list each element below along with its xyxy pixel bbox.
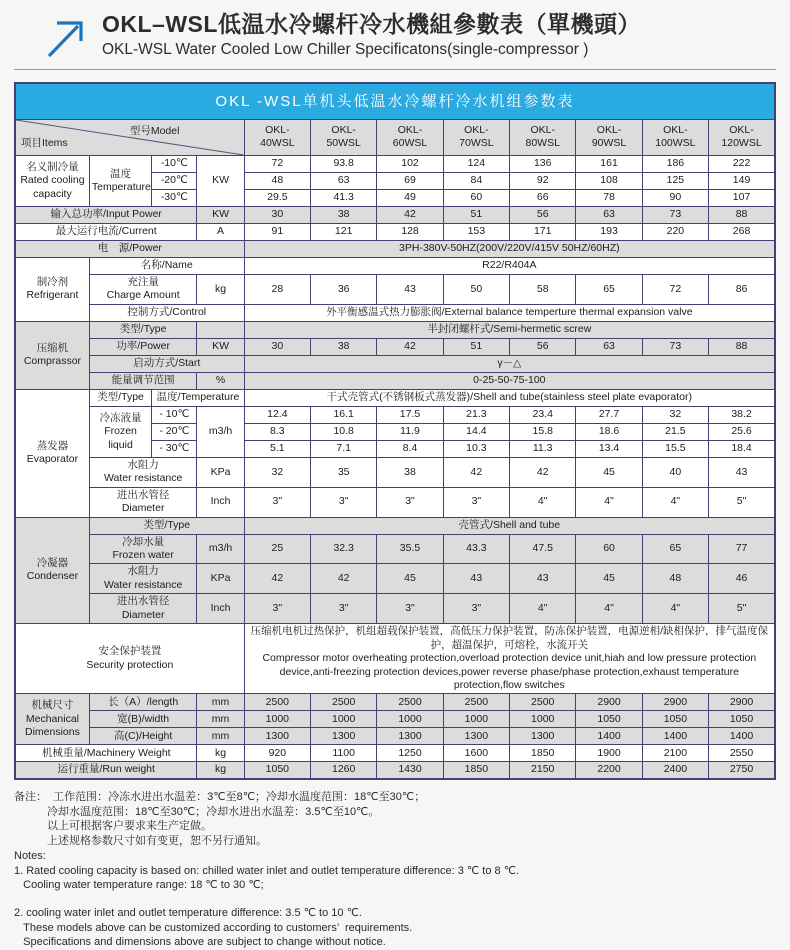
value-cell: 47.5 (510, 534, 576, 564)
note-line: These models above can be customized according to customers’ requirements. (14, 921, 413, 934)
value-cell: 1400 (576, 728, 642, 745)
table-row (15, 372, 775, 389)
value-cell: 171 (510, 223, 576, 240)
value-cell: 30 (244, 206, 310, 223)
table-row (15, 406, 775, 423)
label-cell: 高(C)/Height (89, 728, 197, 745)
value-cell: 65 (576, 274, 642, 304)
model-cell: OKL- 70WSL (443, 119, 509, 155)
value-cell: 60 (443, 189, 509, 206)
corner-cell (15, 119, 244, 155)
value-cell: 2900 (709, 694, 775, 711)
cat-cell: 名义制冷量 Rated cooling capacity (15, 155, 89, 206)
value-cell: 35 (311, 457, 377, 487)
unit-cell: mm (197, 694, 244, 711)
value-cell: 2500 (377, 694, 443, 711)
label-cell: 宽(B)/width (89, 711, 197, 728)
value-cell: 5" (709, 594, 775, 624)
value-cell: 38.2 (709, 406, 775, 423)
value-cell: 32.3 (311, 534, 377, 564)
table-caption-row (15, 83, 775, 120)
unit-cell: KPa (197, 564, 244, 594)
value-cell: 920 (244, 745, 310, 762)
value-cell: 3" (443, 487, 509, 517)
cat-cell: 机械尺寸 Mechanical Dimensions (15, 694, 89, 745)
label-cell: 名称/Name (89, 257, 244, 274)
label-cell: 电 源/Power (15, 240, 244, 257)
label-cell: 机械重量/Machinery Weight (15, 745, 197, 762)
value-cell: 51 (443, 206, 509, 223)
merged-cell: R22/R404A (244, 257, 775, 274)
value-cell: 4" (576, 594, 642, 624)
label-cell: 能量调节范围 (89, 372, 197, 389)
model-cell: OKL- 50WSL (311, 119, 377, 155)
value-cell: 78 (576, 189, 642, 206)
value-cell: 23.4 (510, 406, 576, 423)
note-line (14, 893, 776, 906)
value-cell: 42 (377, 338, 443, 355)
block-cell: 压缩机电机过热保护，机组超载保护装置，高低压力保护装置，防冻保护装置，电源逆相/缺相保护，排气温度保护，超温保护，可熔栓，水流开关 Compressor motor overheating protection,overload protection device unit,hiah and low pressure protection device,anti-freezing protection devices,power reverse phase/phase protection,exhaust temperature protection,flow switches (244, 624, 775, 694)
cat-cell: 蒸发器 Evaporator (15, 389, 89, 517)
value-cell: 121 (311, 223, 377, 240)
value-cell: 45 (377, 564, 443, 594)
value-cell: 51 (443, 338, 509, 355)
table-row (15, 517, 775, 534)
label-cell: 控制方式/Control (89, 304, 244, 321)
table-row (15, 240, 775, 257)
value-cell: 108 (576, 172, 642, 189)
unit-cell: kg (197, 762, 244, 779)
value-cell: 1000 (510, 711, 576, 728)
unit-cell (197, 321, 244, 338)
value-cell: 1300 (311, 728, 377, 745)
page-title-en: OKL-WSL Water Cooled Low Chiller Specificatons(single-compressor ) (102, 40, 589, 58)
value-cell: 2500 (311, 694, 377, 711)
note-line: 备注： 工作范围：冷冻水进出水温差：3℃至8℃；冷却水温度范围：18℃至30℃； (14, 790, 426, 803)
value-cell: 1900 (576, 745, 642, 762)
value-cell: 49 (377, 189, 443, 206)
table-row (15, 155, 775, 172)
value-cell: 88 (709, 338, 775, 355)
value-cell: 2150 (510, 762, 576, 779)
value-cell: 48 (642, 564, 708, 594)
unit-cell: KPa (197, 457, 244, 487)
model-cell: OKL- 60WSL (377, 119, 443, 155)
value-cell: 193 (576, 223, 642, 240)
label-cell: 输入总功率/Input Power (15, 206, 197, 223)
value-cell: 63 (576, 206, 642, 223)
value-cell: 45 (576, 564, 642, 594)
value-cell: 84 (443, 172, 509, 189)
value-cell: 3" (377, 594, 443, 624)
value-cell: 149 (709, 172, 775, 189)
merged-cell: γ－△ (244, 355, 775, 372)
unit-cell: m3/h (197, 406, 244, 457)
value-cell: 73 (642, 338, 708, 355)
value-cell: 43 (443, 564, 509, 594)
label-cell: 启动方式/Start (89, 355, 244, 372)
value-cell: 86 (709, 274, 775, 304)
value-cell: 72 (642, 274, 708, 304)
value-cell: 38 (311, 338, 377, 355)
value-cell: 11.9 (377, 423, 443, 440)
masthead (14, 6, 776, 59)
label-cell: 冷却水量 Frozen water (89, 534, 197, 564)
value-cell: 125 (642, 172, 708, 189)
table-row (15, 389, 775, 406)
value-cell: 102 (377, 155, 443, 172)
value-cell: 4" (510, 594, 576, 624)
value-cell: 93.8 (311, 155, 377, 172)
value-cell: 88 (709, 206, 775, 223)
unit-cell: kg (197, 274, 244, 304)
value-cell: 32 (642, 406, 708, 423)
value-cell: 4" (642, 594, 708, 624)
note-line: 2. cooling water inlet and outlet temperature difference: 3.5 ℃ to 10 ℃. (14, 907, 362, 920)
model-cell: OKL- 120WSL (709, 119, 775, 155)
value-cell: 186 (642, 155, 708, 172)
unit-cell: kg (197, 745, 244, 762)
value-cell: 1100 (311, 745, 377, 762)
value-cell: 2750 (709, 762, 775, 779)
label-cell: 进出水管径 Diameter (89, 594, 197, 624)
value-cell: 50 (443, 274, 509, 304)
label-cell: 水阻力 Water resistance (89, 457, 197, 487)
table-row (15, 274, 775, 304)
value-cell: 18.4 (709, 440, 775, 457)
title-divider (14, 69, 776, 70)
value-cell: 28 (244, 274, 310, 304)
merged-cell: 外平衡感温式热力膨胀阀/External balance temperture thermal expansion valve (244, 304, 775, 321)
value-cell: 29.5 (244, 189, 310, 206)
value-cell: 1260 (311, 762, 377, 779)
value-cell: 42 (510, 457, 576, 487)
value-cell: 58 (510, 274, 576, 304)
table-row (15, 728, 775, 745)
value-cell: 46 (709, 564, 775, 594)
value-cell: 2200 (576, 762, 642, 779)
table-row (15, 338, 775, 355)
table-row (15, 321, 775, 338)
value-cell: 60 (576, 534, 642, 564)
value-cell: 1000 (443, 711, 509, 728)
value-cell: 1250 (377, 745, 443, 762)
value-cell: 32 (244, 457, 310, 487)
label-cell: 安全保护装置 Security protection (15, 624, 244, 694)
value-cell: 11.3 (510, 440, 576, 457)
label-cell: 功率/Power (89, 338, 197, 355)
label-cell: 冷冻液量 Frozen liquid (89, 406, 151, 457)
value-cell: 12.4 (244, 406, 310, 423)
value-cell: 2900 (642, 694, 708, 711)
title-block (102, 10, 641, 59)
value-cell: 25 (244, 534, 310, 564)
value-cell: 42 (377, 206, 443, 223)
value-cell: 1850 (443, 762, 509, 779)
value-cell: 1050 (642, 711, 708, 728)
value-cell: 1430 (377, 762, 443, 779)
value-cell: 21.3 (443, 406, 509, 423)
table-row (15, 206, 775, 223)
value-cell: 2100 (642, 745, 708, 762)
label-cell: 类型/Type (89, 517, 244, 534)
value-cell: 1050 (576, 711, 642, 728)
table-row (15, 355, 775, 372)
value-cell: 222 (709, 155, 775, 172)
value-cell: 63 (311, 172, 377, 189)
value-cell: 92 (510, 172, 576, 189)
table-row (15, 762, 775, 779)
merged-cell: 干式壳管式(不锈钢板式蒸发器)/Shell and tube(stainless steel plate evaporator) (244, 389, 775, 406)
corner-items-label: 项目Items (21, 136, 68, 149)
label-cell: - 20℃ (152, 423, 197, 440)
value-cell: 91 (244, 223, 310, 240)
value-cell: 30 (244, 338, 310, 355)
unit-cell: % (197, 372, 244, 389)
value-cell: 1000 (311, 711, 377, 728)
table-row (15, 711, 775, 728)
note-line: 以上可根据客户要求来生产定做。 (14, 820, 212, 833)
value-cell: 56 (510, 206, 576, 223)
value-cell: 124 (443, 155, 509, 172)
value-cell: 43 (510, 564, 576, 594)
value-cell: 3" (377, 487, 443, 517)
value-cell: 4" (642, 487, 708, 517)
note-line: 上述规格参数尺寸如有变更，恕不另行通知。 (14, 835, 267, 848)
value-cell: 3" (244, 594, 310, 624)
value-cell: 1050 (709, 711, 775, 728)
value-cell: 15.5 (642, 440, 708, 457)
value-cell: 90 (642, 189, 708, 206)
value-cell: 1050 (244, 762, 310, 779)
merged-cell: 壳管式/Shell and tube (244, 517, 775, 534)
value-cell: 17.5 (377, 406, 443, 423)
value-cell: 66 (510, 189, 576, 206)
label-cell: 充注量 Charge Amount (89, 274, 197, 304)
label-cell: 进出水管径 Diameter (89, 487, 197, 517)
value-cell: 18.6 (576, 423, 642, 440)
note-line: Notes: (14, 849, 46, 862)
value-cell: 1300 (244, 728, 310, 745)
value-cell: 2500 (510, 694, 576, 711)
cat-cell: 冷凝器 Condenser (15, 517, 89, 624)
notes-zh (14, 790, 776, 849)
model-cell: OKL- 40WSL (244, 119, 310, 155)
unit-cell: mm (197, 728, 244, 745)
value-cell: 10.3 (443, 440, 509, 457)
label-cell: 最大运行电流/Current (15, 223, 197, 240)
value-cell: 128 (377, 223, 443, 240)
value-cell: 107 (709, 189, 775, 206)
note-line: 1. Rated cooling capacity is based on: chilled water inlet and outlet temperature difference: 3 ℃ to 8 ℃. (14, 864, 520, 877)
unit-cell: Inch (197, 594, 244, 624)
value-cell: 136 (510, 155, 576, 172)
value-cell: 40 (642, 457, 708, 487)
unit-cell: KW (197, 338, 244, 355)
value-cell: 72 (244, 155, 310, 172)
label-cell: -10℃ (152, 155, 197, 172)
value-cell: 4" (510, 487, 576, 517)
value-cell: 3" (311, 487, 377, 517)
arrow-logo-icon (44, 14, 90, 58)
value-cell: 1300 (510, 728, 576, 745)
value-cell: 13.4 (576, 440, 642, 457)
value-cell: 41.3 (311, 189, 377, 206)
table-row (15, 534, 775, 564)
value-cell: 73 (642, 206, 708, 223)
value-cell: 5" (709, 487, 775, 517)
label-cell: -20℃ (152, 172, 197, 189)
value-cell: 1000 (244, 711, 310, 728)
note-line: Cooling water temperature range: 18 ℃ to 30 ℃; (14, 879, 264, 892)
value-cell: 161 (576, 155, 642, 172)
value-cell: 38 (311, 206, 377, 223)
table-row (15, 457, 775, 487)
value-cell: 2550 (709, 745, 775, 762)
model-cell: OKL- 100WSL (642, 119, 708, 155)
notes-en (14, 849, 776, 950)
merged-cell: 3PH-380V-50HZ(200V/220V/415V 50HZ/60HZ) (244, 240, 775, 257)
value-cell: 220 (642, 223, 708, 240)
table-row (15, 257, 775, 274)
label-cell: - 30℃ (152, 440, 197, 457)
value-cell: 3" (443, 594, 509, 624)
notes (14, 790, 776, 950)
value-cell: 21.5 (642, 423, 708, 440)
label-cell: 温度 Temperature (89, 155, 151, 206)
value-cell: 35.5 (377, 534, 443, 564)
label-cell: 运行重量/Run weight (15, 762, 197, 779)
value-cell: 268 (709, 223, 775, 240)
merged-cell: 0-25-50-75-100 (244, 372, 775, 389)
value-cell: 43 (377, 274, 443, 304)
value-cell: 42 (311, 564, 377, 594)
value-cell: 2900 (576, 694, 642, 711)
value-cell: 1850 (510, 745, 576, 762)
value-cell: 1300 (377, 728, 443, 745)
value-cell: 3" (311, 594, 377, 624)
table-row (15, 745, 775, 762)
note-line: Specifications and dimensions above are subject to change without notice. (14, 936, 386, 949)
model-cell: OKL- 90WSL (576, 119, 642, 155)
value-cell: 1000 (377, 711, 443, 728)
value-cell: 4" (576, 487, 642, 517)
value-cell: 8.4 (377, 440, 443, 457)
unit-cell: KW (197, 206, 244, 223)
label-cell: -30℃ (152, 189, 197, 206)
value-cell: 10.8 (311, 423, 377, 440)
table-row (15, 624, 775, 694)
value-cell: 38 (377, 457, 443, 487)
table-row (15, 487, 775, 517)
spec-table-body (15, 83, 775, 779)
table-row (15, 304, 775, 321)
value-cell: 1300 (443, 728, 509, 745)
corner-model-label: 型号Model (129, 124, 180, 137)
value-cell: 2500 (244, 694, 310, 711)
unit-cell: mm (197, 711, 244, 728)
unit-cell: m3/h (197, 534, 244, 564)
value-cell: 45 (576, 457, 642, 487)
table-row (15, 564, 775, 594)
value-cell: 2400 (642, 762, 708, 779)
value-cell: 14.4 (443, 423, 509, 440)
label-cell: 类型/Type (89, 321, 197, 338)
label-cell: 长（A）/length (89, 694, 197, 711)
value-cell: 1400 (642, 728, 708, 745)
label-cell: 水阻力 Water resistance (89, 564, 197, 594)
value-cell: 16.1 (311, 406, 377, 423)
table-caption: OKL -WSL单机头低温水冷螺杆冷水机组参数表 (15, 83, 775, 120)
table-row (15, 594, 775, 624)
model-cell: OKL- 80WSL (510, 119, 576, 155)
value-cell: 43.3 (443, 534, 509, 564)
cat-cell: 制冷剂 Refrigerant (15, 257, 89, 321)
value-cell: 43 (709, 457, 775, 487)
value-cell: 77 (709, 534, 775, 564)
label-cell: 类型/Type (89, 389, 151, 406)
value-cell: 5.1 (244, 440, 310, 457)
spec-table (14, 82, 776, 780)
unit-cell: Inch (197, 487, 244, 517)
value-cell: 2500 (443, 694, 509, 711)
table-row (15, 119, 775, 155)
cat-cell: 压缩机 Comprassor (15, 321, 89, 389)
value-cell: 42 (443, 457, 509, 487)
value-cell: 27.7 (576, 406, 642, 423)
value-cell: 69 (377, 172, 443, 189)
value-cell: 3" (244, 487, 310, 517)
value-cell: 48 (244, 172, 310, 189)
note-line: 冷却水温度范围：18℃至30℃；冷却水进出水温差：3.5℃至10℃。 (14, 805, 380, 818)
table-row (15, 223, 775, 240)
value-cell: 42 (244, 564, 310, 594)
value-cell: 1400 (709, 728, 775, 745)
value-cell: 65 (642, 534, 708, 564)
value-cell: 15.8 (510, 423, 576, 440)
value-cell: 1600 (443, 745, 509, 762)
value-cell: 7.1 (311, 440, 377, 457)
label-cell: - 10℃ (152, 406, 197, 423)
value-cell: 8.3 (244, 423, 310, 440)
unit-cell: A (197, 223, 244, 240)
merged-cell: 半封闭螺杆式/Semi-hermetic screw (244, 321, 775, 338)
value-cell: 153 (443, 223, 509, 240)
label-cell: 温度/Temperature (152, 389, 244, 406)
table-row (15, 694, 775, 711)
value-cell: 36 (311, 274, 377, 304)
value-cell: 56 (510, 338, 576, 355)
value-cell: 63 (576, 338, 642, 355)
unit-cell: KW (197, 155, 244, 206)
page-title-zh: OKL–WSL低温水冷螺杆冷水機組參數表（單機頭） (102, 11, 641, 37)
value-cell: 25.6 (709, 423, 775, 440)
